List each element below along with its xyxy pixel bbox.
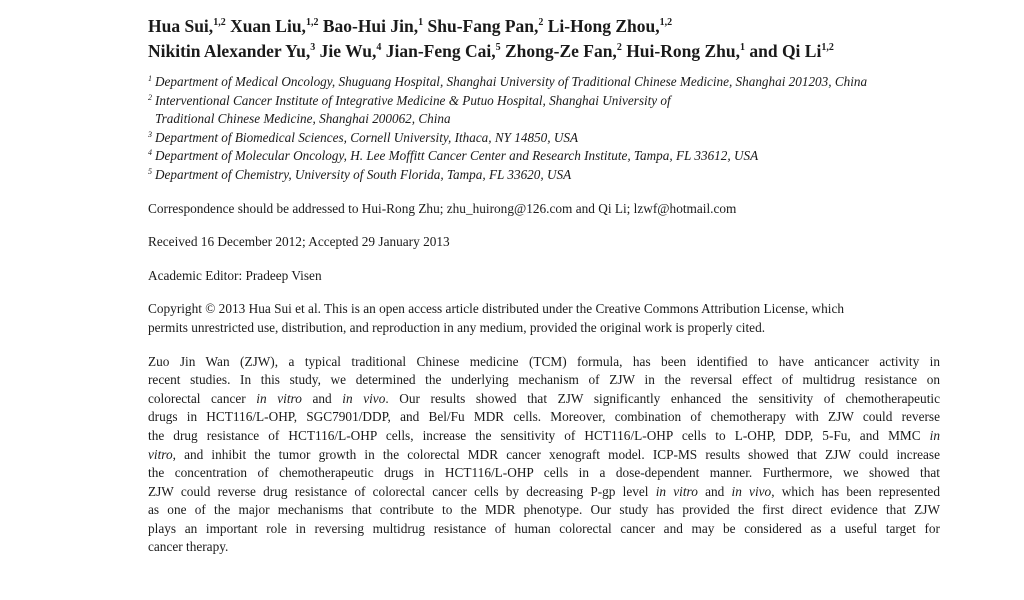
affiliations <box>148 73 940 185</box>
author-affiliation-mark: 5 <box>495 42 501 53</box>
author-affiliation-mark: 1,2 <box>305 17 319 28</box>
copyright-line: permits unrestricted use, distribution, and reproduction in any medium, provided the original work is properly cited. <box>148 319 766 335</box>
author-name-text: Hui-Rong Zhu, <box>626 41 740 61</box>
author-name <box>626 41 745 61</box>
author-affiliation-mark: 1,2 <box>821 42 834 53</box>
abstract-text: plays an important role in reversing multidrug resistance of human colorectal cancer and may be considered as a useful target for <box>148 520 940 536</box>
abstract-italic-term: in vitro <box>256 390 302 406</box>
affiliation <box>148 129 940 148</box>
affiliation <box>148 73 940 92</box>
author-name-text: Nikitin Alexander Yu, <box>148 41 311 61</box>
abstract-text: as one of the major mechanisms that contribute to the MDR phenotype. Our study has provided the first direct evidence that ZJW <box>148 502 940 518</box>
author-name-text: Li-Hong Zhou, <box>547 16 660 36</box>
author-affiliation-mark: 2 <box>538 17 544 28</box>
affiliation-number: 4 <box>148 148 152 158</box>
author-name <box>148 41 315 61</box>
affiliation <box>148 166 940 185</box>
abstract-text: and <box>697 483 732 499</box>
abstract-text: cancer therapy. <box>148 539 229 555</box>
author-name <box>428 16 544 36</box>
abstract-text: recent studies. In this study, we determined the underlying mechanism of ZJW in the reversal effect of multidrug resistance on <box>148 372 940 388</box>
author-name <box>323 16 423 36</box>
copyright-line: Copyright © 2013 Hua Sui et al. This is an open access article distributed under the Creative Commons Attribution License, which <box>148 301 844 317</box>
academic-editor: Academic Editor: Pradeep Visen <box>148 267 322 283</box>
author-name <box>548 16 672 36</box>
abstract-line <box>148 483 940 502</box>
abstract-text: drugs in HCT116/L-OHP, SGC7901/DDP, and Bel/Fu MDR cells. Moreover, combination of chemotherapy with ZJW could reverse <box>148 409 940 425</box>
abstract-text: colorectal cancer <box>148 390 257 406</box>
abstract-text: ZJW could reverse drug resistance of colorectal cancer cells by decreasing P-gp level <box>148 483 656 499</box>
abstract-italic-term: in vivo <box>731 483 772 499</box>
author-affiliation-mark: 1,2 <box>659 17 673 28</box>
copyright-notice <box>148 300 940 337</box>
author-name <box>230 16 318 36</box>
affiliation-number: 3 <box>148 129 152 139</box>
author-name <box>148 16 226 36</box>
affiliation-text: Department of Molecular Oncology, H. Lee Moffitt Cancer Center and Research Institute, Tampa, FL 33612, USA <box>155 148 759 164</box>
author-name <box>386 41 501 61</box>
author-affiliation-mark: 3 <box>310 42 316 53</box>
author-affiliation-mark: 4 <box>376 42 382 53</box>
abstract-text: Zuo Jin Wan (ZJW), a typical traditional Chinese medicine (TCM) formula, has been identified to have anticancer activity in <box>148 353 940 369</box>
received-accepted-dates: Received 16 December 2012; Accepted 29 January 2013 <box>148 234 450 250</box>
abstract-text: the drug resistance of HCT116/L-OHP cells, increase the sensitivity of HCT116/L-OHP cells to L-OHP, DDP, 5-Fu, and MMC <box>148 427 930 443</box>
abstract-italic-term: in vitro <box>655 483 698 499</box>
author-name-text: Zhong-Ze Fan, <box>504 41 617 61</box>
author-affiliation-mark: 1,2 <box>213 17 226 28</box>
affiliation-text: Department of Chemistry, University of South Florida, Tampa, FL 33620, USA <box>155 166 572 182</box>
author-name-text: Jie Wu, <box>319 41 377 61</box>
author-name-text: Xuan Liu, <box>230 16 306 36</box>
affiliation-text: Department of Biomedical Sciences, Cornell University, Ithaca, NY 14850, USA <box>155 129 579 145</box>
abstract-line <box>148 464 940 483</box>
abstract-italic-term: vitro <box>148 446 173 462</box>
author-line-2 <box>148 39 940 64</box>
correspondence: Correspondence should be addressed to Hui-Rong Zhu; zhu_huirong@126.com and Qi Li; lzwf@hotmail.com <box>148 200 737 216</box>
abstract-text: , which has been represented <box>771 483 940 499</box>
author-list <box>148 14 940 64</box>
author-name-text: and Qi Li <box>749 41 822 61</box>
abstract <box>148 353 940 558</box>
affiliation-number: 5 <box>148 166 152 176</box>
author-name-text: Bao-Hui Jin, <box>322 16 419 36</box>
abstract-line <box>148 427 940 446</box>
affiliation-number: 1 <box>148 74 152 83</box>
abstract-italic-term: in <box>929 427 940 443</box>
affiliation-text: Interventional Cancer Institute of Integrative Medicine & Putuo Hospital, Shanghai University of <box>155 92 671 108</box>
abstract-line <box>148 353 940 372</box>
abstract-text: the concentration of chemotherapeutic drugs in HCT116/L-OHP cells in a dose-dependent manner. Furthermore, we showed that <box>148 465 940 481</box>
author-name-text: Shu-Fang Pan, <box>427 16 539 36</box>
abstract-line <box>148 408 940 427</box>
author-name <box>320 41 382 61</box>
affiliation-text-continued: Traditional Chinese Medicine, Shanghai 200062, China <box>155 111 451 127</box>
author-name-text: Hua Sui, <box>148 16 214 36</box>
abstract-line <box>148 520 940 539</box>
abstract-italic-term: in vivo <box>342 390 386 406</box>
abstract-line <box>148 501 940 520</box>
author-affiliation-mark: 1 <box>739 42 745 53</box>
author-name <box>505 41 622 61</box>
abstract-line <box>148 390 940 409</box>
paper-front-matter <box>148 14 940 557</box>
author-name-text: Jian-Feng Cai, <box>385 41 496 61</box>
affiliation <box>148 147 940 166</box>
author-affiliation-mark: 1 <box>418 17 424 28</box>
abstract-text: , and inhibit the tumor growth in the colorectal MDR cancer xenograft model. ICP-MS results showed that ZJW could increase <box>172 446 940 462</box>
affiliation <box>148 92 940 111</box>
abstract-line <box>148 371 940 390</box>
abstract-line <box>148 446 940 465</box>
abstract-line <box>148 538 940 557</box>
abstract-text: and <box>301 390 343 406</box>
author-affiliation-mark: 2 <box>616 42 622 53</box>
affiliation-text: Department of Medical Oncology, Shuguang Hospital, Shanghai University of Traditional Chinese Medicine, Shanghai 201203, China <box>155 74 868 89</box>
author-name <box>749 41 833 61</box>
abstract-text: . Our results showed that ZJW significantly enhanced the sensitivity of chemotherapeutic <box>385 390 940 406</box>
affiliation-number: 2 <box>148 92 152 102</box>
author-line-1 <box>148 14 940 39</box>
